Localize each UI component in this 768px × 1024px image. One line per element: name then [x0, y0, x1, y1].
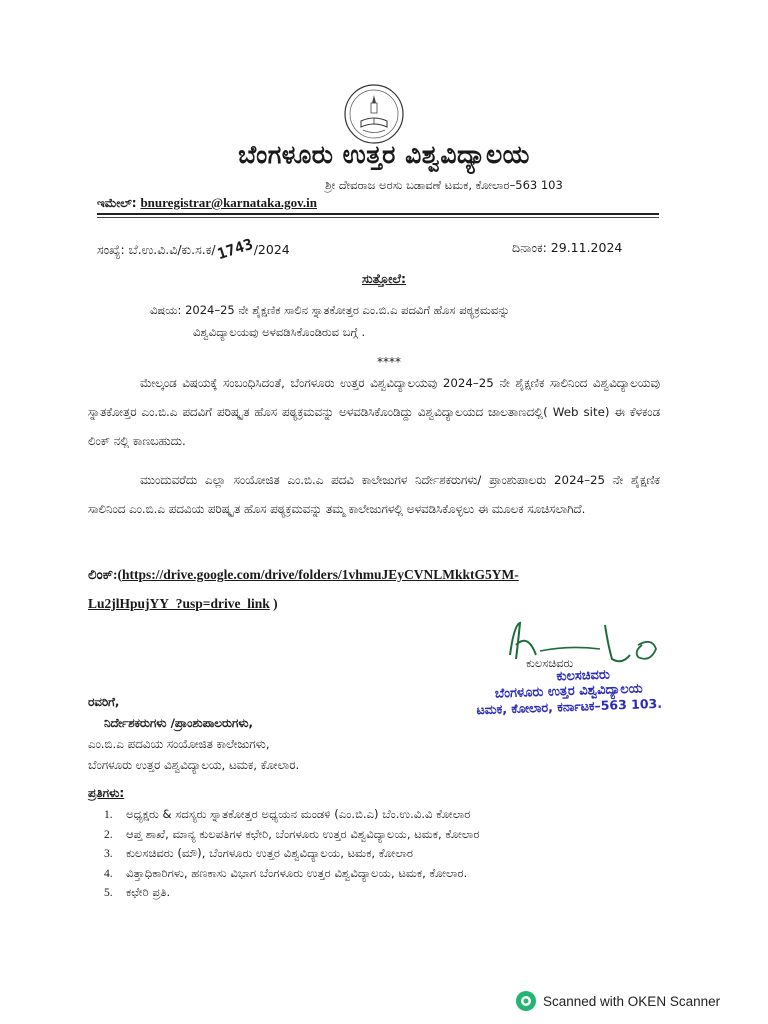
reference-number	[97, 234, 290, 264]
list-item: 4. ವಿತ್ತಾಧಿಕಾರಿಗಳು, ಹಣಕಾಸು ವಿಭಾಗ ಬೆಂಗಳೂರು ಉತ್ತರ ವಿಶ್ವವಿದ್ಯಾಲಯ, ಟಮಕ, ಕೋಲಾರ.	[104, 865, 468, 880]
body-paragraph-2-text: ಮುಂದುವರೆದು ಎಲ್ಲಾ ಸಂಯೋಜಿತ ಎಂ.ಬಿ.ಎ ಪದವಿ ಕಾಲೇಜುಗಳ ನಿರ್ದೇಶಕರುಗಳು/ ಪ್ರಾಂಶುಪಾಲರು 2024–25 ನೇ ಶೈಕ್ಷಣಿಕ ಸಾಲಿನಿಂದ ಎಂ.ಬಿ.ಎ ಪದವಿಯ ಪರಿಷ್ಕೃತ ಹೊಸ ಪಠ್ಯಕ್ರಮವನ್ನು ತಮ್ಮ ಕಾಲೇಜುಗಳಲ್ಲಿ ಅಳವಡಿಸಿಕೊಳ್ಳಲು ಈ ಮೂಲಕ ಸೂಚಿಸಲಾಗಿದೆ.	[88, 473, 660, 516]
scanner-text: Scanned with OKEN Scanner	[543, 993, 721, 1009]
list-item: 3. ಕುಲಸಚಿವರು (ಮೌ), ಬೆಂಗಳೂರು ಉತ್ತರ ವಿಶ್ವವಿದ್ಯಾಲಯ, ಟಮಕ, ಕೋಲಾರ	[104, 846, 413, 860]
reference-suffix: /2024	[253, 242, 290, 257]
list-item: 5. ಕಛೇರಿ ಪ್ರತಿ.	[104, 885, 171, 899]
email-line	[97, 195, 317, 211]
copies-heading: ಪ್ರತಿಗಳು:	[88, 786, 125, 800]
header-divider	[97, 213, 659, 215]
list-item: 2. ಆಪ್ತ ಶಾಖೆ, ಮಾನ್ಯ ಕುಲಪತಿಗಳ ಕಛೇರಿ, ಬೆಂಗಳೂರು ಉತ್ತರ ವಿಶ್ವವಿದ್ಯಾಲಯ, ಟಮಕ, ಕೋಲಾರ	[104, 826, 480, 841]
university-address: ಶ್ರೀ ದೇವರಾಜ ಅರಸು ಬಡಾವಣೆ ಟಮಕ, ಕೋಲಾರ–563 103	[325, 178, 563, 192]
separator-stars: ****	[377, 355, 401, 369]
drive-link-line-1[interactable]: https://drive.google.com/drive/folders/1vhmuJEyCVNLMkktG5YM-	[122, 567, 519, 582]
stamp-title: ಕುಲಸಚಿವರು	[556, 667, 611, 685]
link-label: ಲಿಂಕ್:(	[88, 567, 123, 582]
circular-title: ಸುತ್ತೋಲೆ:	[362, 271, 406, 286]
subject-line-2: ವಿಶ್ವವಿದ್ಯಾಲಯವು ಅಳವಡಿಸಿಕೊಂಡಿರುವ ಬಗ್ಗೆ .	[193, 325, 366, 339]
document-date: ದಿನಾಂಕ: 29.11.2024	[512, 240, 623, 255]
subject-block	[150, 299, 650, 343]
body-paragraph-2	[88, 466, 660, 524]
recipient-line: ಎಂ.ಬಿ.ಎ ಪದವಿಯ ಸಂಯೋಜಿತ ಕಾಲೇಜುಗಳು,	[88, 737, 270, 751]
scanner-logo-icon	[515, 990, 537, 1012]
copies-list	[104, 805, 480, 903]
stamp-university: ಬೆಂಗಳೂರು ಉತ್ತರ ವಿಶ್ವವಿದ್ಯಾಲಯ	[494, 681, 643, 702]
official-stamp	[475, 666, 662, 718]
link-close: )	[269, 596, 278, 611]
recipient-line: ಬೆಂಗಳೂರು ಉತ್ತರ ವಿಶ್ವವಿದ್ಯಾಲಯ, ಟಮಕ, ಕೋಲಾರ.	[88, 758, 300, 772]
university-seal-logo	[343, 83, 405, 145]
handwritten-reference-number: 1743	[214, 234, 255, 264]
recipient-line: ನಿರ್ದೇಶಕರುಗಳು /ಪ್ರಾಂಶುಪಾಲರುಗಳು,	[104, 716, 253, 730]
recipients-block	[88, 692, 299, 776]
body-paragraph-1-text: ಮೇಲ್ಕಂಡ ವಿಷಯಕ್ಕೆ ಸಂಬಂಧಿಸಿದಂತೆ, ಬೆಂಗಳೂರು ಉತ್ತರ ವಿಶ್ವವಿದ್ಯಾಲಯವು 2024–25 ನೇ ಶೈಕ್ಷಣಿಕ ಸಾಲಿನಿಂದ ವಿಶ್ವವಿದ್ಯಾಲಯವು ಸ್ನಾತಕೋತ್ತರ ಎಂ.ಬಿ.ಎ ಪದವಿಗೆ ಪರಿಷ್ಕೃತ ಹೊಸ ಪಠ್ಯಕ್ರಮವನ್ನು ಅಳವಡಿಸಿಕೊಂಡಿದ್ದು ವಿಶ್ವವಿದ್ಯಾಲಯದ ಜಾಲತಾಣದಲ್ಲಿ( Web site) ಈ ಕೆಳಕಂಡ ಲಿಂಕ್ ನಲ್ಲಿ ಕಾಣಬಹುದು.	[88, 376, 660, 448]
recipients-heading: ರವರಿಗೆ,	[88, 695, 120, 709]
stamp-address: ಟಮಕ, ಕೋಲಾರ, ಕರ್ನಾಟಕ–563 103.	[476, 695, 663, 718]
body-paragraph-1	[88, 369, 660, 456]
signature-designation: ಕುಲಸಚಿವರು	[526, 656, 574, 670]
university-name: ಬೆಂಗಳೂರು ಉತ್ತರ ವಿಶ್ವವಿದ್ಯಾಲಯ	[238, 140, 530, 169]
subject-line-1: ವಿಷಯ: 2024–25 ನೇ ಶೈಕ್ಷಣಿಕ ಸಾಲಿನ ಸ್ನಾತಕೋತ್ತರ ಎಂ.ಬಿ.ಎ ಪದವಿಗೆ ಹೊಸ ಪಠ್ಯಕ್ರಮವನ್ನು	[150, 303, 510, 317]
drive-link-block	[88, 560, 648, 618]
reference-prefix: ಸಂಖ್ಯೆ: ಬೆ.ಉ.ವಿ.ವಿ/ಕು.ಸ.ಕ/	[97, 242, 216, 257]
scanner-watermark	[515, 990, 720, 1012]
list-item: 1. ಅಧ್ಯಕ್ಷರು & ಸದಸ್ಯರು ಸ್ನಾತಕೋತ್ತರ ಅಧ್ಯಯನ ಮಂಡಳಿ (ಎಂ.ಬಿ.ಎ) ಬೆಂ.ಉ.ವಿ.ವಿ ಕೋಲಾರ	[104, 807, 471, 821]
email-link[interactable]: bnuregistrar@karnataka.gov.in	[140, 195, 317, 210]
header-divider-thin	[97, 217, 659, 218]
drive-link-line-2[interactable]: Lu2jlHpujYY_?usp=drive_link	[88, 596, 270, 611]
email-label: ಇಮೇಲ್:	[97, 196, 137, 210]
